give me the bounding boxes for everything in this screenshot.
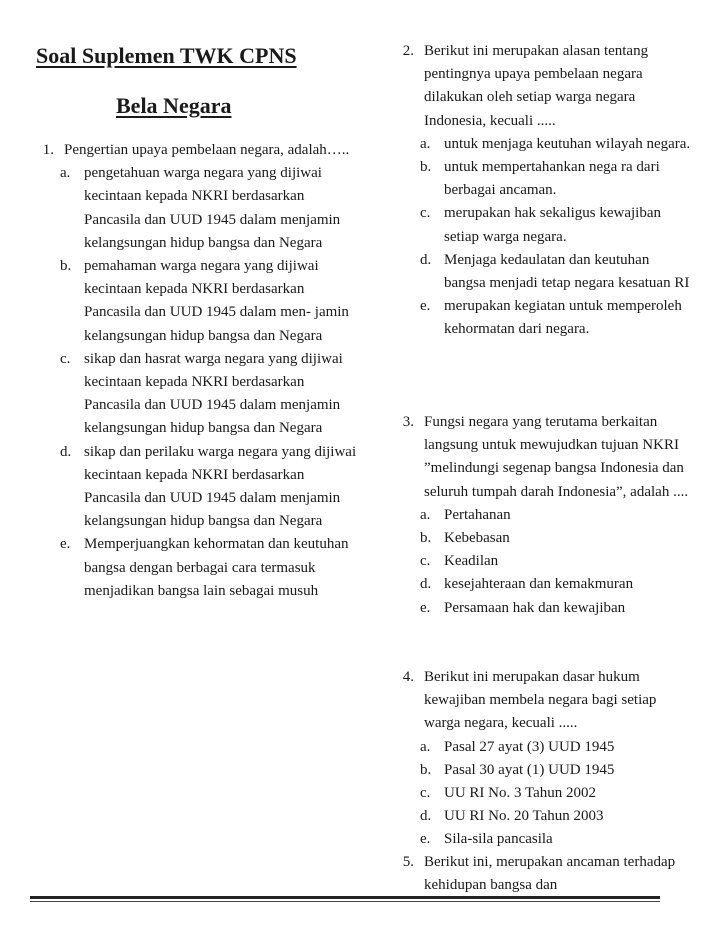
option-d — [420, 249, 692, 295]
option-letter: e. — [420, 831, 431, 848]
option-letter: a. — [420, 506, 431, 523]
option-letter: e. — [420, 298, 431, 315]
option-d — [420, 805, 692, 828]
option-c — [60, 348, 362, 441]
option-letter: b. — [420, 159, 432, 176]
question-number: 1. — [42, 142, 54, 158]
option-c — [420, 202, 692, 248]
footer-rule-thin — [30, 901, 660, 902]
option-text: UU RI No. 20 Tahun 2003 — [444, 808, 604, 825]
option-letter: e. — [420, 599, 431, 616]
option-b — [60, 255, 362, 348]
option-c — [420, 550, 692, 573]
option-letter: d. — [420, 576, 432, 593]
option-text: UU RI No. 3 Tahun 2002 — [444, 785, 596, 802]
option-letter: c. — [420, 785, 431, 802]
option-letter: c. — [420, 553, 431, 570]
question-text: Berikut ini merupakan dasar hukum kewajiban membela negara bagi setiap warga negara, kecuali ..... — [424, 669, 657, 732]
option-text: Kebebasan — [444, 530, 510, 547]
option-letter: a. — [420, 135, 431, 152]
option-letter: a. — [60, 165, 71, 182]
option-letter: e. — [60, 536, 71, 553]
option-letter: a. — [420, 738, 431, 755]
option-a — [420, 133, 692, 156]
option-e — [60, 533, 362, 603]
option-a — [60, 162, 362, 255]
option-text: untuk mempertahankan nega ra dari berbagai ancaman. — [444, 159, 660, 199]
option-a — [420, 736, 692, 759]
option-letter: d. — [420, 251, 432, 268]
option-b — [420, 527, 692, 550]
option-list — [392, 504, 692, 620]
option-text: sikap dan perilaku warga negara yang dijiwai kecintaan kepada NKRI berdasarkan Pancasila dan UUD 1945 dalam menjamin kelangsungan hidup bangsa dan Negara — [84, 443, 357, 530]
option-text: Pertahanan — [444, 506, 511, 523]
option-letter: c. — [60, 350, 71, 367]
option-text: Sila-sila pancasila — [444, 831, 553, 848]
document-subtitle: Bela Negara — [116, 93, 232, 118]
question-number: 4. — [402, 669, 414, 685]
question-4 — [392, 666, 692, 852]
option-d — [60, 441, 362, 534]
option-e — [420, 295, 692, 341]
option-text: merupakan kegiatan untuk memperoleh kehormatan dari negara. — [444, 298, 682, 338]
option-text: Menjaga kedaulatan dan keutuhan bangsa menjadi tetap negara kesatuan RI — [444, 251, 690, 292]
option-letter: b. — [60, 258, 72, 275]
option-text: pengetahuan warga negara yang dijiwai kecintaan kepada NKRI berdasarkan Pancasila dan UUD 1945 dalam menjamin kelangsungan hidup bangsa dan Negara — [84, 165, 341, 251]
footer-rule-thick — [30, 896, 660, 899]
option-c — [420, 782, 692, 805]
document-title: Soal Suplemen TWK CPNS — [36, 43, 297, 68]
option-list — [392, 736, 692, 852]
question-text: Fungsi negara yang terutama berkaitan langsung untuk mewujudkan tujuan NKRI ”melindungi segenap bangsa Indonesia dan seluruh tumpah darah Indonesia”, adalah .... — [424, 414, 689, 500]
option-b — [420, 759, 692, 782]
option-text: Pasal 27 ayat (3) UUD 1945 — [444, 738, 615, 755]
option-letter: d. — [60, 443, 72, 460]
question-1 — [32, 139, 362, 603]
question-text: Berikut ini merupakan alasan tentang pentingnya upaya pembelaan negara dilakukan oleh setiap warga negara Indonesia, kecuali ..... — [424, 43, 649, 129]
question-2 — [392, 40, 692, 342]
option-a — [420, 504, 692, 527]
question-text: Pengertian upaya pembelaan negara, adalah….. — [64, 142, 350, 158]
option-text: untuk menjaga keutuhan wilayah negara. — [444, 135, 691, 152]
option-text: Persamaan hak dan kewajiban — [444, 599, 626, 616]
option-letter: c. — [420, 205, 431, 222]
option-letter: b. — [420, 530, 432, 547]
option-text: kesejahteraan dan kemakmuran — [444, 576, 634, 593]
option-letter: d. — [420, 808, 432, 825]
option-text: Memperjuangkan kehormatan dan keutuhan bangsa dengan berbagai cara termasuk menjadikan bangsa lain sebagai musuh — [84, 536, 349, 599]
option-text: Keadilan — [444, 553, 499, 570]
option-b — [420, 156, 692, 202]
option-d — [420, 573, 692, 596]
option-e — [420, 828, 692, 851]
option-list — [392, 133, 692, 342]
question-5 — [392, 851, 692, 897]
option-text: merupakan hak sekaligus kewajiban setiap warga negara. — [444, 205, 662, 245]
question-text: Berikut ini, merupakan ancaman terhadap kehidupan bangsa dan — [424, 854, 676, 894]
question-number: 2. — [402, 43, 414, 59]
option-text: sikap dan hasrat warga negara yang dijiwai kecintaan kepada NKRI berdasarkan Pancasila dan UUD 1945 dalam menjamin kelangsungan hidup bangsa dan Negara — [84, 350, 343, 437]
question-3 — [392, 411, 692, 620]
option-letter: b. — [420, 761, 432, 778]
question-number: 3. — [402, 414, 414, 430]
option-e — [420, 597, 692, 620]
option-list — [32, 162, 362, 603]
question-number: 5. — [402, 854, 414, 870]
option-text: Pasal 30 ayat (1) UUD 1945 — [444, 761, 615, 778]
option-text: pemahaman warga negara yang dijiwai kecintaan kepada NKRI berdasarkan Pancasila dan UUD 1945 dalam men- jamin kelangsungan hidup bangsa dan Negara — [84, 258, 349, 344]
